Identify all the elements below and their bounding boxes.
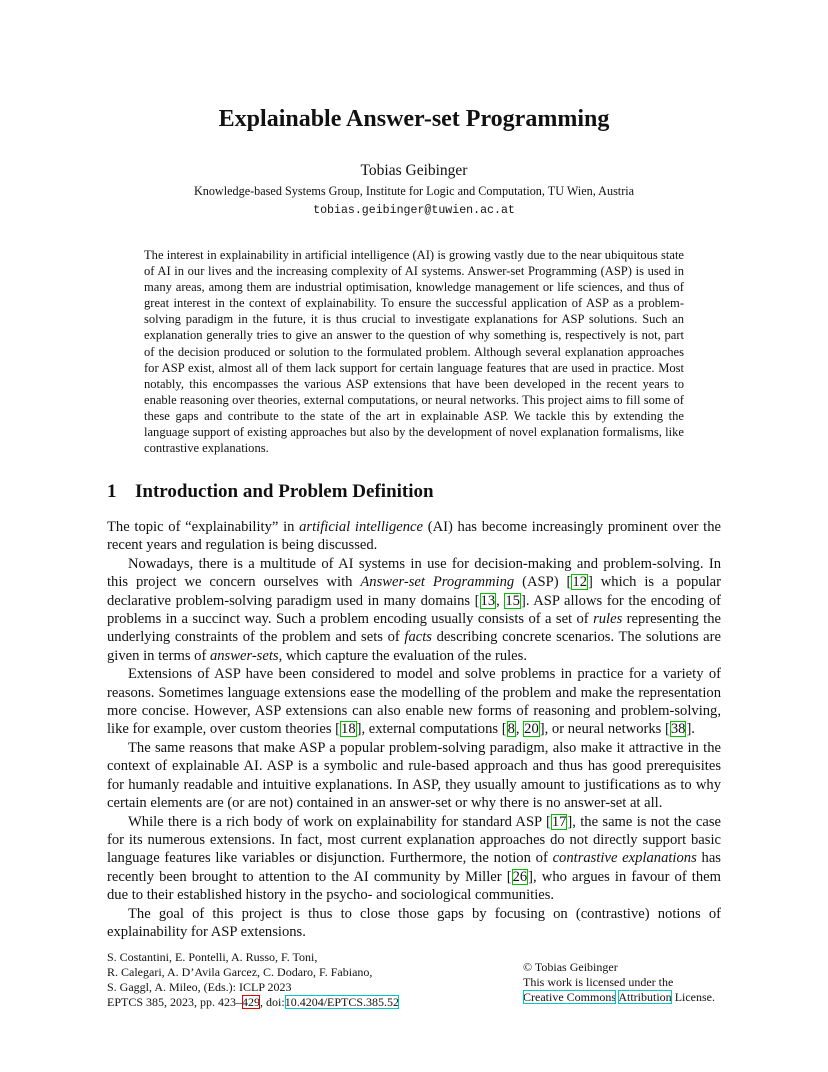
author-name: Tobias Geibinger: [360, 162, 468, 179]
emphasis: rules: [593, 611, 623, 628]
section-body: [107, 518, 721, 941]
emphasis: contrastive explanations: [552, 850, 697, 867]
eptcs-line: [107, 995, 399, 1010]
text-run: ] which is a popular declarative problem-solving paradigm used in many domains [: [107, 574, 721, 609]
citation-link[interactable]: 20: [524, 721, 539, 738]
text-run: The topic of “explainability” in: [107, 519, 300, 535]
text-run: License.: [671, 990, 715, 1004]
editors-line: S. Costantini, E. Pontelli, A. Russo, F. Toni,: [107, 950, 318, 964]
text-run: ], who argues in favour of them due to their established history in the psycho- and sociological communities.: [107, 868, 721, 904]
paragraph-2: [107, 555, 721, 665]
section-heading: [107, 481, 434, 503]
emphasis: facts: [404, 629, 432, 646]
paragraph-5: [107, 813, 721, 905]
editors-line: S. Gaggl, A. Mileo, (Eds.): ICLP 2023: [107, 980, 292, 994]
text-run: ,: [515, 721, 524, 738]
citation-link[interactable]: 17: [551, 813, 567, 830]
citation-link[interactable]: 8: [507, 721, 515, 738]
text-run: ].: [686, 721, 695, 738]
paper-title: Explainable Answer-set Programming: [218, 106, 610, 132]
text-run: (ASP) [: [514, 574, 572, 591]
emphasis: Answer-set Programming: [360, 574, 515, 591]
text-run: representing the underlying constraints of the problem and sets of: [107, 611, 721, 646]
text-run: ], or neural networks [: [539, 721, 670, 738]
paragraph-3: [107, 665, 721, 739]
license-line: This work is licensed under the: [523, 975, 674, 989]
text-run: ]. ASP allows for the encoding of problems in a succinct way. Such a problem encoding usually consists of a set of: [107, 592, 721, 628]
text-run: , doi:: [260, 995, 285, 1009]
creative-commons-link[interactable]: Creative Commons: [523, 990, 616, 1004]
citation-link[interactable]: 15: [505, 592, 520, 609]
attribution-link[interactable]: Attribution: [618, 990, 672, 1004]
text-run: (AI) has become increasingly prominent over the recent years and regulation is being discussed.: [107, 519, 721, 554]
author-email: tobias.geibinger@tuwien.ac.at: [313, 204, 515, 217]
emphasis: artificial intelligence: [299, 519, 423, 535]
text-run: ], external computations [: [356, 721, 507, 738]
text-run: ,: [496, 592, 505, 609]
publication-info: [107, 950, 399, 1010]
citation-link[interactable]: 12: [572, 574, 587, 591]
paragraph-6: The goal of this project is thus to close those gaps by focusing on (contrastive) notions of explainability for ASP extensions.: [107, 905, 721, 940]
paragraph-1: [107, 518, 721, 555]
copyright-line: © Tobias Geibinger: [523, 960, 618, 974]
license-info: [523, 960, 715, 1005]
doi-link[interactable]: 10.4204/EPTCS.385.52: [284, 995, 400, 1009]
citation-link[interactable]: 18: [341, 721, 356, 738]
text-run: describing concrete scenarios. The solutions are given in terms of: [107, 629, 721, 664]
author-affiliation: Knowledge-based Systems Group, Institute for Logic and Computation, TU Wien, Austria: [193, 184, 635, 198]
text-run: has recently been brought to attention to the AI community by Miller [: [107, 850, 721, 885]
citation-link[interactable]: 13: [480, 592, 496, 609]
text-run: Nowadays, there is a multitude of AI systems in use for decision-making and problem-solving. In this project we concern ourselves with: [107, 555, 721, 591]
last-page-link[interactable]: 429: [242, 995, 261, 1009]
abstract: The interest in explainability in artificial intelligence (AI) is growing vastly due to the near ubiquitous state of AI in our lives and the increasing complexity of AI systems. Answer-set Programming (ASP) is used in many areas, among them are industrial optimisation, knowledge management or life sciences, and thus of great interest in the context of explainability. To ensure the successful application of ASP as a problem-solving paradigm in the future, it is thus crucial to investigate explanations for ASP solutions. Such an explanation generally tries to give an answer to the question of why something is, respectively is not, part of the decision produced or solution to the formulated problem. Although several explanation approaches for ASP exist, almost all of them lack support for certain language features that are used in practice. Most notably, this encompasses the various ASP extensions that have been developed in the recent years to enable reasoning over theories, external computations, or neural networks. This project aims to fill some of these gaps and contribute to the state of the art in explainable ASP. We tackle this by extending the language support of existing approaches but also by the development of novel explanation formalisms, like contrastive explanations.: [144, 248, 684, 456]
paragraph-4: The same reasons that make ASP a popular problem-solving paradigm, also make it attractive in the context of explainable AI. ASP is a symbolic and rule-based approach and thus has good prerequisites for humanly readable and intuitive explanations. In ASP, they usually amount to justifications as to why certain elements are (or are not) contained in an answer-set or why there is no answer-set at all.: [107, 739, 721, 812]
text-run: , which capture the evaluation of the rules.: [278, 647, 527, 664]
text-run: EPTCS 385, 2023, pp. 423–: [107, 995, 243, 1009]
editors-line: R. Calegari, A. D’Avila Garcez, C. Dodaro, F. Fabiano,: [107, 965, 373, 979]
text-run: While there is a rich body of work on explainability for standard ASP [: [128, 813, 551, 830]
section-title: Introduction and Problem Definition: [135, 481, 434, 502]
section-number: 1: [107, 481, 117, 502]
text-run: ], the same is not the case for its numerous extensions. In fact, most current explanation approaches do not directly support basic language features like variables or disjunction. Furthermore, the notion of: [107, 813, 721, 867]
emphasis: answer-sets: [209, 647, 279, 664]
citation-link[interactable]: 26: [512, 868, 528, 885]
text-run: Extensions of ASP have been considered to model and solve problems in practice for a variety of reasons. Sometimes language extensions ease the modelling of the problem and make the representation more concise. However, ASP extensions can also enable new forms of reasoning and problem-solving, like for example, over custom theories [: [107, 666, 721, 738]
citation-link[interactable]: 38: [670, 721, 686, 738]
license-link-line: [523, 990, 715, 1005]
